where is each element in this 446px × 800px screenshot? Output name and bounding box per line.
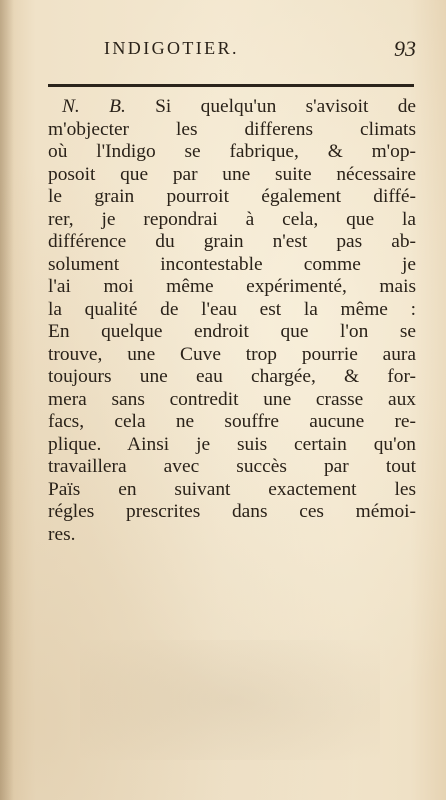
text-line: le grain pourroit également diffé- [48, 186, 416, 207]
running-head: INDIGOTIER. [104, 38, 239, 58]
text-line: rer, je repondrai à cela, que la [48, 208, 416, 230]
show-through-stain [80, 640, 380, 760]
page-header [50, 38, 416, 68]
first-line-text: Si quelqu'un s'avisoit de [125, 96, 416, 117]
body-paragraph [48, 96, 416, 546]
text-line: toujours une eau chargée, & for- [48, 366, 416, 387]
page-number: 93 [394, 36, 416, 61]
text-line [48, 96, 416, 119]
text-line: régles prescrites dans ces mémoi- [48, 501, 416, 522]
text-line: posoit que par une suite nécessaire [48, 163, 416, 185]
text-line: plique. Ainsi je suis certain qu'on [48, 433, 416, 455]
text-line: travaillera avec succès par tout [48, 456, 416, 477]
text-line: solument incontestable comme je [48, 253, 416, 275]
gutter-shadow [0, 0, 14, 800]
text-line: En quelque endroit que l'on se [48, 321, 416, 342]
nb-label: N. B. [62, 96, 126, 117]
text-line: facs, cela ne souffre aucune re- [48, 411, 416, 432]
text-line: où l'Indigo se fabrique, & m'op- [48, 141, 416, 162]
text-line: trouve, une Cuve trop pourrie aura [48, 343, 416, 365]
text-line: Païs en suivant exactement les [48, 478, 416, 500]
text-line: la qualité de l'eau est la même : [48, 298, 416, 320]
header-rule [48, 84, 414, 87]
text-line: m'objecter les differens climats [48, 118, 416, 140]
text-line-last: res. [48, 523, 76, 545]
text-line: mera sans contredit une crasse aux [48, 388, 416, 410]
text-line: l'ai moi même expérimenté, mais [48, 276, 416, 297]
text-line: différence du grain n'est pas ab- [48, 231, 416, 252]
